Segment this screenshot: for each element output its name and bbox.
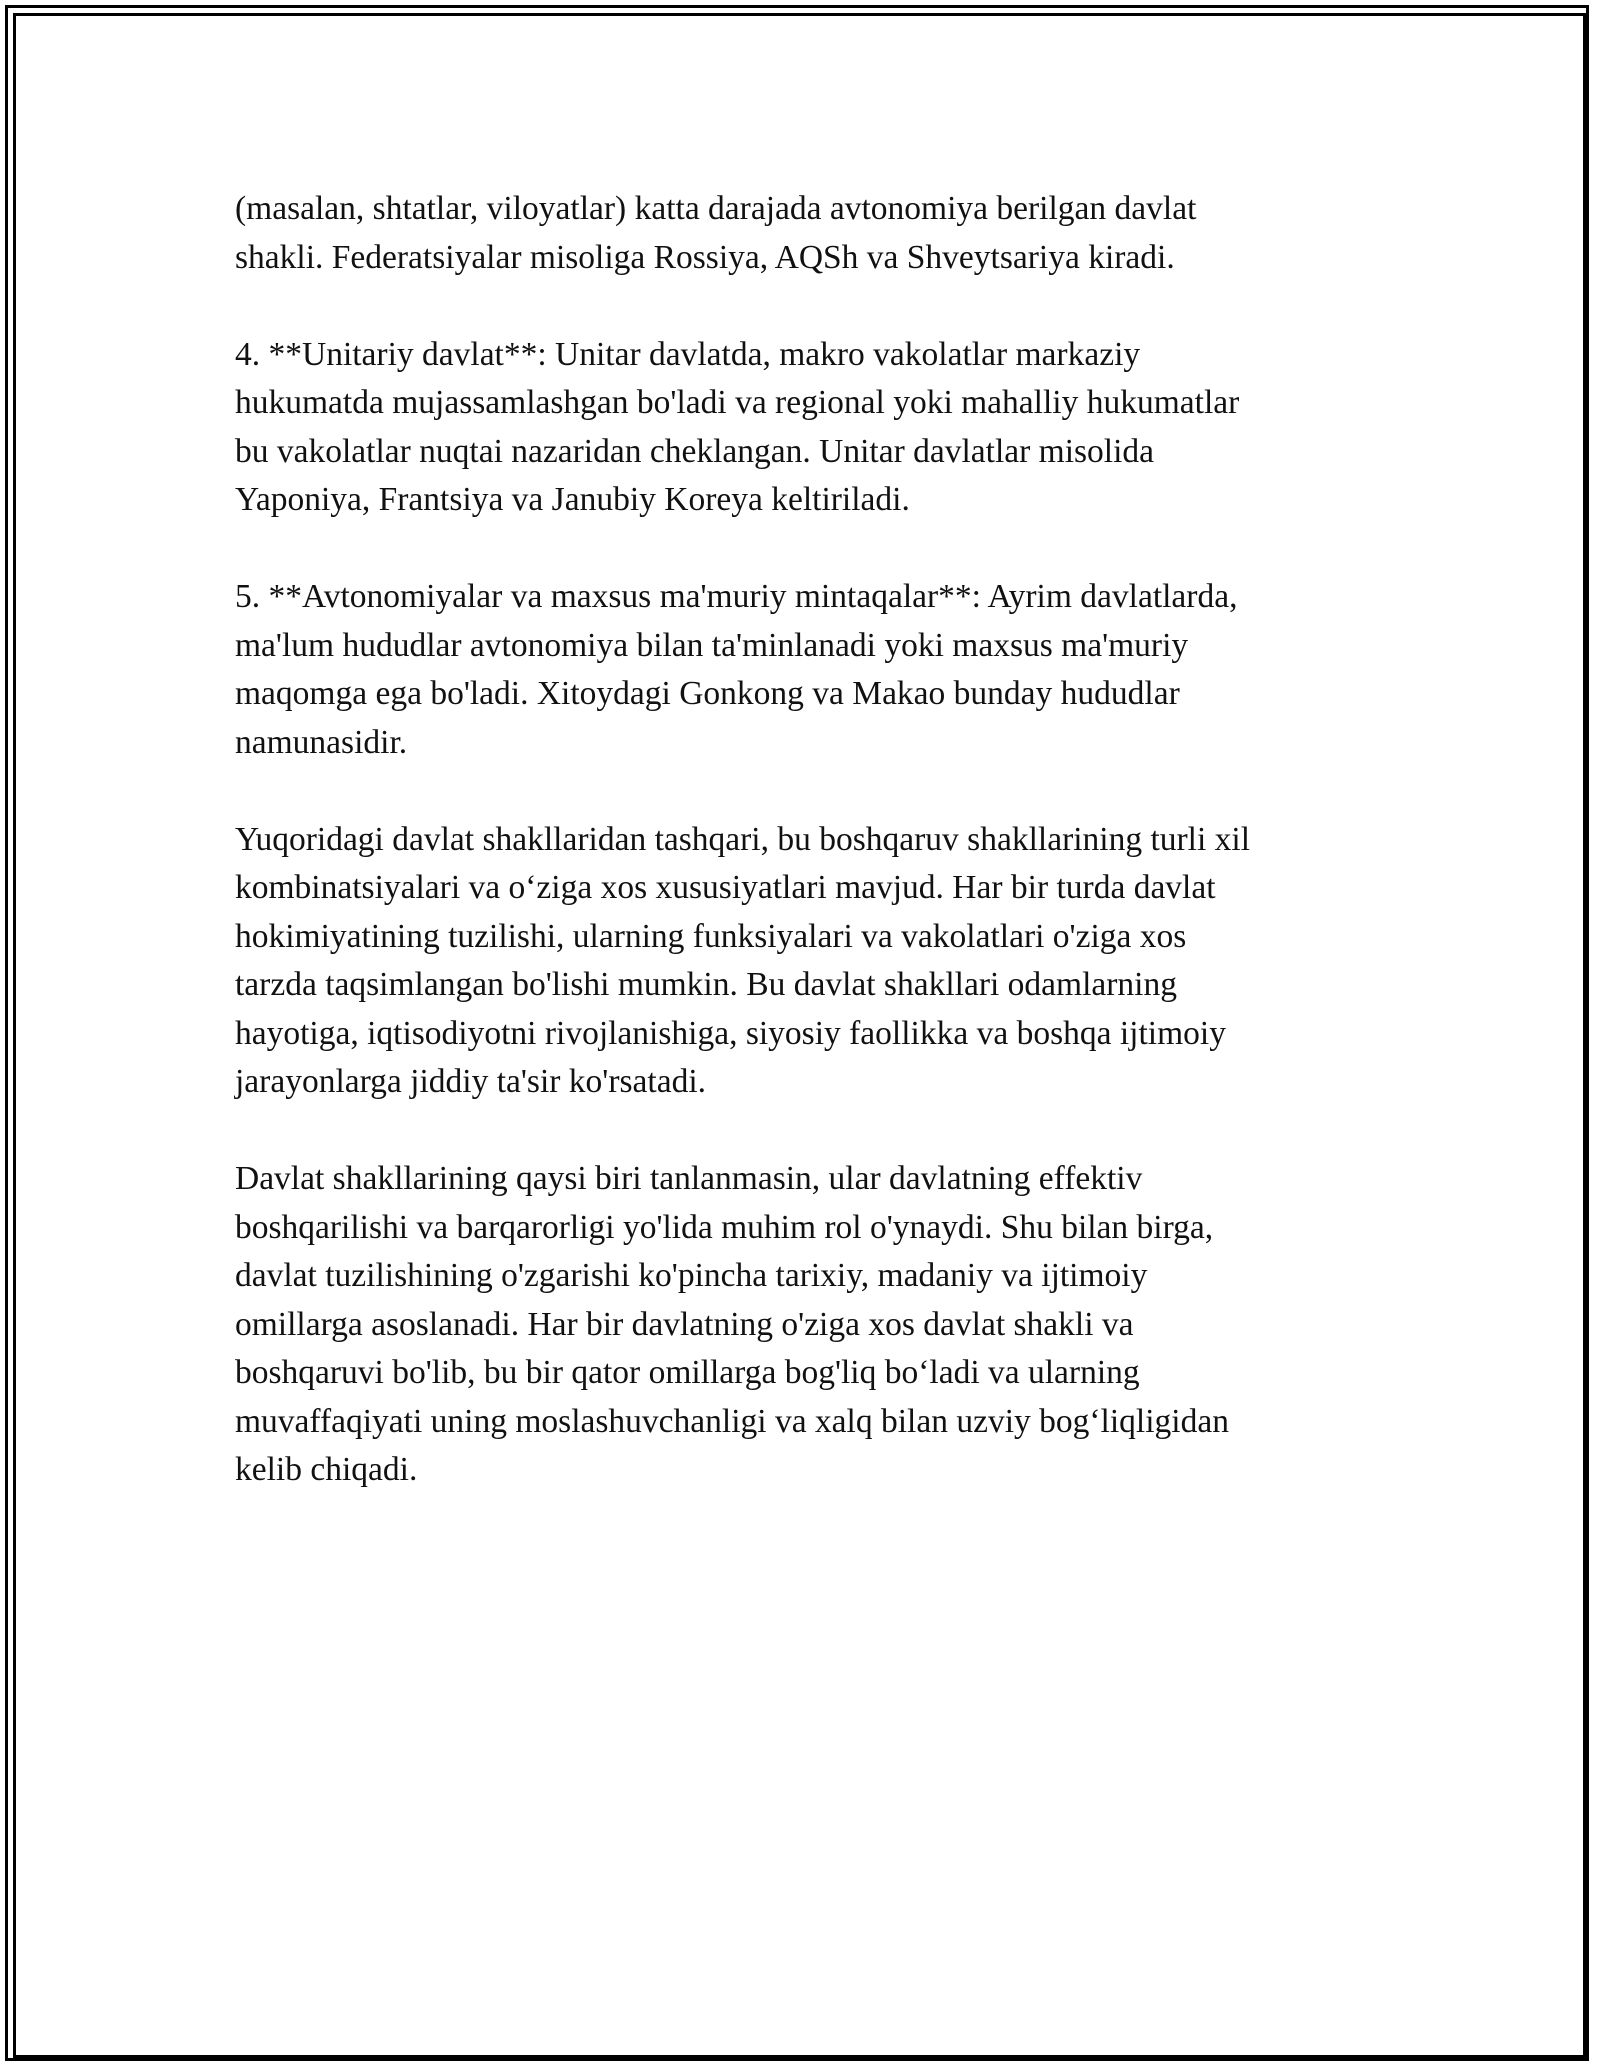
text-line: hayotiga, iqtisodiyotni rivojlanishiga, siyosiy faollikka va boshqa ijtimoiy	[235, 1014, 1226, 1052]
text-line: muvaffaqiyati uning moslashuvchanligi va xalq bilan uzviy bog‘liqligidan	[235, 1402, 1229, 1440]
text-line: 4. **Unitariy davlat**: Unitar davlatda, makro vakolatlar markaziy	[235, 335, 1141, 373]
text-line: davlat tuzilishining o'zgarishi ko'pincha tarixiy, madaniy va ijtimoiy	[235, 1257, 1148, 1294]
text-line: Davlat shakllarining qaysi biri tanlanmasin, ular davlatning effektiv	[235, 1160, 1143, 1197]
text-line: maqomga ega bo'ladi. Xitoydagi Gonkong va Makao bunday hududlar	[235, 675, 1180, 712]
text-line: namunasidir.	[235, 723, 408, 761]
text-line: (masalan, shtatlar, viloyatlar) katta darajada avtonomiya berilgan davlat	[235, 190, 1197, 227]
paragraph-combinations	[235, 816, 1385, 1107]
text-line: hokimiyatining tuzilishi, ularning funksiyalari va vakolatlari o'ziga xos	[235, 917, 1187, 955]
paragraph-conclusion	[235, 1155, 1385, 1495]
paragraph-federation	[235, 185, 1385, 282]
text-line: jarayonlarga jiddiy ta'sir ko'rsatadi.	[235, 1063, 707, 1100]
text-line: Yuqoridagi davlat shakllaridan tashqari, bu boshqaruv shakllarining turli xil	[235, 820, 1251, 858]
text-line: shakli. Federatsiyalar misoliga Rossiya, AQSh va Shveytsariya kiradi.	[235, 238, 1175, 276]
text-line: boshqarilishi va barqarorligi yo'lida muhim rol o'ynaydi. Shu bilan birga,	[235, 1208, 1214, 1246]
paragraph-unitary-state	[235, 331, 1385, 525]
text-line: boshqaruvi bo'lib, bu bir qator omillarga bog'liq bo‘ladi va ularning	[235, 1354, 1140, 1391]
text-line: kombinatsiyalari va o‘ziga xos xususiyatlari mavjud. Har bir turda davlat	[235, 869, 1216, 906]
text-line: omillarga asoslanadi. Har bir davlatning o'ziga xos davlat shakli va	[235, 1305, 1134, 1343]
text-line: bu vakolatlar nuqtai nazaridan cheklangan. Unitar davlatlar misolida	[235, 432, 1155, 470]
text-line: 5. **Avtonomiyalar va maxsus ma'muriy mintaqalar**: Ayrim davlatlarda,	[235, 578, 1238, 615]
text-line: kelib chiqadi.	[235, 1451, 418, 1488]
text-line: Yaponiya, Frantsiya va Janubiy Koreya keltiriladi.	[235, 481, 910, 518]
text-line: hukumatda mujassamlashgan bo'ladi va regional yoki mahalliy hukumatlar	[235, 384, 1240, 421]
text-line: ma'lum hududlar avtonomiya bilan ta'minlanadi yoki maxsus ma'muriy	[235, 626, 1189, 664]
paragraph-autonomies	[235, 573, 1385, 767]
text-line: tarzda taqsimlangan bo'lishi mumkin. Bu davlat shakllari odamlarning	[235, 966, 1177, 1003]
document-body	[235, 185, 1385, 1543]
